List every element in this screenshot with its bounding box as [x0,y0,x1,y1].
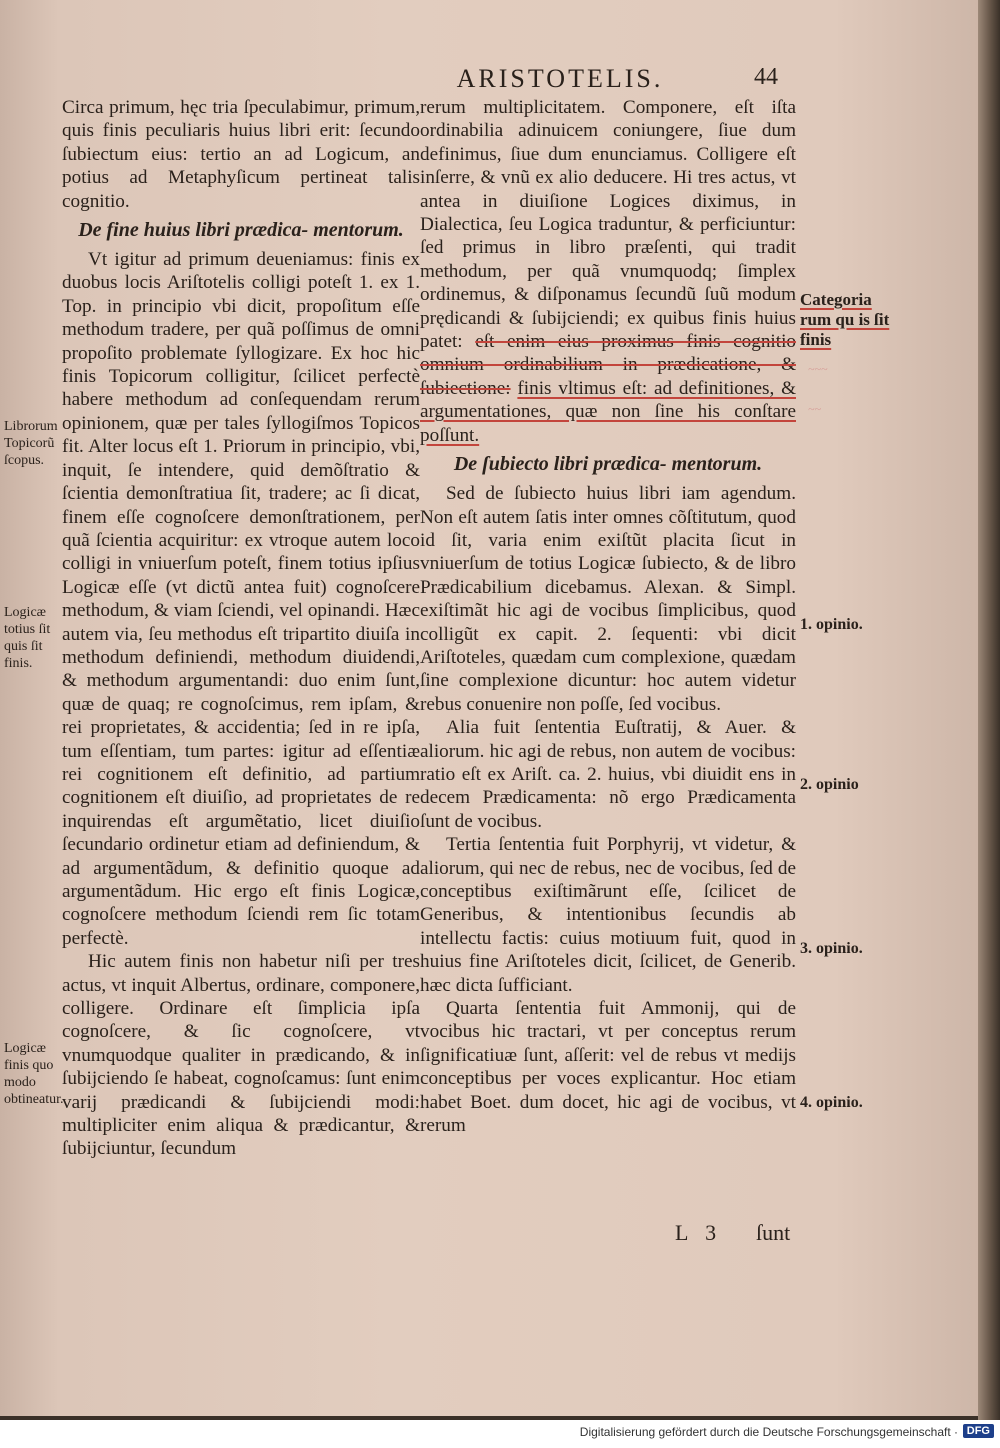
margin-note-logic-end: Logicæ totius ſit quis ſit finis. [4,605,51,671]
running-title: ARISTOTELIS. [456,64,664,93]
section-heading-subject: De ſubiecto libri prædica- mentorum. [453,453,763,476]
right-column [420,96,796,1137]
p1-plain: rerum multiplicitatem. Componere, eſt iſta ordinabilia adinuicem coniungere, ſiue dum definimus, ſiue dum enunciamus. Colligere eſt inſerre, & vnũ ex alio deducere. Hi tres actus, vt antea in diuiſione Logices diximus, in Dialectica, ſeu Logica traduntur, & perficiuntur: ſed primus in libro præſenti, qui tradit methodum, per quã vnumquodq; ſimplex ordinemus, & diſponamus ſecundũ ſuũ modum prędicandi & ſubijciendi; ex quibus finis huius patet: [420,97,796,353]
struck-text: eſt enim eius proximus finis cognitio omnium ordinabilium in prædicatione, & ſubiectione: [420,331,797,399]
section-heading-end: De fine huius libri prædica- mentorum. [78,219,404,242]
margin-note-logic-means: Logicæ finis quo modo obtineatur. [4,1041,64,1107]
dfg-logo: DFG [963,1424,994,1438]
catchword: ſunt [756,1220,791,1245]
right-paragraph-5: Quarta ſententia fuit Ammonij, qui de vocibus hic tractari, vt per conceptus rerum ſignificatiuæ ſunt, aſſerit: vel de rebus vt medijs conceptibus per voces explicantur. Hoc etiam habet Boet. dum docet, hic agi de vocibus, vt rerum [420,998,796,1137]
right-paragraph-3: Alia fuit ſententia Euſtratij, & Auer. & aliorum. hic agi de rebus, non autem de vocibus: ratio eſt ex Ariſt. ca. 2. huius, vbi diuidit ens in decem Prædicamenta: nõ ergo Prædicamenta ſunt de vocibus. [420,717,796,832]
page-number: 44 [754,64,778,90]
left-column [62,96,420,1161]
right-paragraph-2: Sed de ſubiecto huius libri iam agendum. Non eſt autem ſatis inter omnes cõſtitutum, quod id ſit, varia enim exiſtũt placita ſicut in vniuerſum de totius Logicæ ſubiecto, & de libro Prædicabilium dicebamus. Alexan. & Simpl. exiſtimãt hic agi de vocibus ſimplicibus, quod colligũt ex capit. 2. ſequenti: vbi dicit Ariſtoteles, quædam cum complexione, quædam ſine complexione dicuntur: hoc autem videtur rebus conuenire non poſſe, ſed vocibus. [420,483,796,715]
margin-note-categoria: Categoria rum qu is ſit finis [800,290,890,349]
margin-note-topics: Librorum Topicorũ ſcopus. [4,419,58,468]
left-paragraph: Vt igitur ad primum deueniamus: finis ex duobus locis Ariſtotelis colligi poteſt 1. ex 1. Top. in principio vbi dicit, propoſitum eſſe methodum tradere, per quã poſſimus de omni propoſito problemate ſyllogizare. Ex hoc hic finis Topicorum colligitur, ſcilicet perfectè habere methodum ad conſequendam rerum opinionem, quæ per tales ſyllogiſmos Topicos fit. Alter locus eſt 1. Priorum in principio, vbi, inquit, ſe intendere, quid demõſtratio & ſcientia demonſtratiua ſit, tradere; ac ſi dicat, finem eſſe cognoſcere demonſtrationem, per quã ſcientia acquiritur: ex vtroque autem loco colligi in vniuerſum poteſt, finem totius ipſius Logicæ eſſe (vt dictũ antea fuit) cognoſcere methodum, & viam ſciendi, vel opinandi. Hæc autem via, ſeu methodus eſt tripartito diuiſa in methodum definiendi, methodum diuidendi, & methodum argumentandi: duo enim ſunt, quæ de quaq; re cognoſcimus, rem ipſam, & rei proprietates, & accidentia; ſed in re ipſa, tum eſſentiam, tum partes: igitur ad eſſentiæ rei cognitionem eſt definitio, ad partium cognitionem eſt diuiſio, ad proprietates de re inquirendas eſt argumẽtatio, licet diuiſio ſecundario ordinetur etiam ad definiendum, & ad argumentãdum, & definitio quoque ad argumentãdum. Hic ergo eſt finis Logicæ, cognoſcere methodum ſciendi rem ſic totam perfectè. [62,249,420,949]
margin-note-opinion-3: 3. opinio. [800,940,863,957]
faint-annotation-mark: ~~~ [808,362,828,376]
page-edge [978,0,1000,1420]
digitization-credit: Digitalisierung gefördert durch die Deutsche Forschungsgemeinschaft · [579,1425,958,1439]
margin-note-opinion-1: 1. opinio. [800,616,863,633]
left-paragraph: Hic autem finis non habetur niſi per tres actus, vt inquit Albertus, ordinare, componere, colligere. Ordinare eſt ſimplicia ipſa cognoſcere, & ſic cognoſcere, vt vnumquodque qualiter in prædicando, & in ſubijciendo ſe habeat, cognoſcamus: ſunt enim varij prædicandi & ſubijciendi modi: multipliciter enim aliqua & prædicantur, & ſubijciuntur, ſecundum [62,951,420,1160]
signature-mark: L 3 [675,1220,723,1245]
margin-note-opinion-4: 4. opinio. [800,1094,863,1111]
right-paragraph-1 [420,96,796,447]
margin-note-opinion-2: 2. opinio [800,776,859,793]
faint-annotation-mark-2: ~~ [808,402,821,416]
left-paragraph: Circa primum, hęc tria ſpeculabimur, primum, quis finis peculiaris huius libri erit: ſecundo ſubiectum eius: tertio an ad Logicum, an potius ad Metaphyſicum pertineat talis cognitio. [62,97,420,212]
underlined-text: finis vltimus eſt: ad definitiones, & argumentationes, quæ non ſine his conſtare poſſunt. [420,377,796,446]
right-paragraph-4: Tertia ſententia fuit Porphyrij, vt videtur, & aliorum, qui nec de rebus, nec de vocibus, ſed de conceptibus exiſtimãrunt eſſe, ſcilicet de Generibus, & intentionibus ſecundis ab intellectu factis: cuius motiuum fuit, quod in huius fine Ariſtoteles dicit, ſcilicet, de Generib. hæc dicta ſufficiant. [420,834,796,996]
